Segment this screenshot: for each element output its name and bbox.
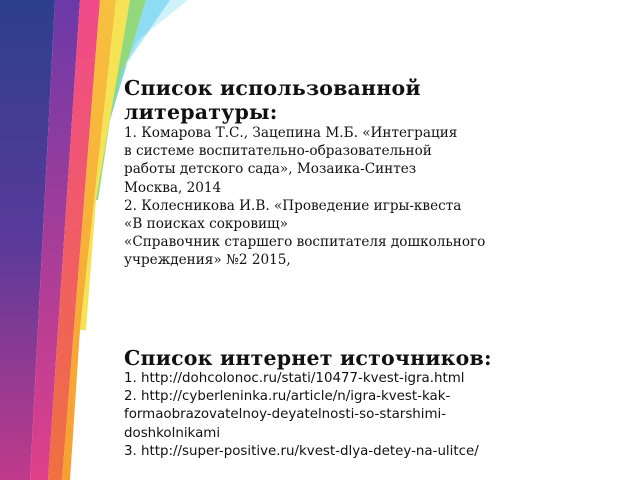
literature-section: [124, 76, 624, 270]
internet-link-line[interactable]: 3. http://super-positive.ru/kvest-dlya-detey-na-ulitce/: [124, 443, 479, 459]
internet-section: [124, 346, 624, 461]
internet-link-line[interactable]: doshkolnikami: [124, 425, 221, 441]
literature-line: «Справочник старшего воспитателя дошкольного: [124, 234, 486, 251]
internet-link-line[interactable]: 1. http://dohcolonoc.ru/stati/10477-kvest-igra.html: [124, 371, 465, 386]
literature-line: 1. Комарова Т.С., Зацепина М.Б. «Интеграция: [124, 125, 458, 141]
literature-line: в системе воспитательно-образовательной: [124, 143, 432, 160]
literature-line: учреждения» №2 2015,: [124, 252, 291, 269]
literature-title-line-1: Список использованной: [124, 76, 421, 100]
internet-link-line[interactable]: formaobrazovatelnoy-deyatelnosti-so-starshimi-: [124, 407, 447, 423]
literature-line: «В поисках сокровищ»: [124, 216, 288, 233]
internet-title: Список интернет источников:: [124, 346, 492, 370]
literature-line: 2. Колесникова И.В. «Проведение игры-квеста: [124, 197, 462, 214]
literature-line: работы детского сада», Мозаика-Синтез: [124, 161, 417, 178]
literature-line: Москва, 2014: [124, 179, 222, 196]
internet-link-line[interactable]: 2. http://cyberleninka.ru/article/n/igra-kvest-kak-: [124, 389, 451, 405]
literature-title-line-2: литературы:: [124, 100, 278, 124]
